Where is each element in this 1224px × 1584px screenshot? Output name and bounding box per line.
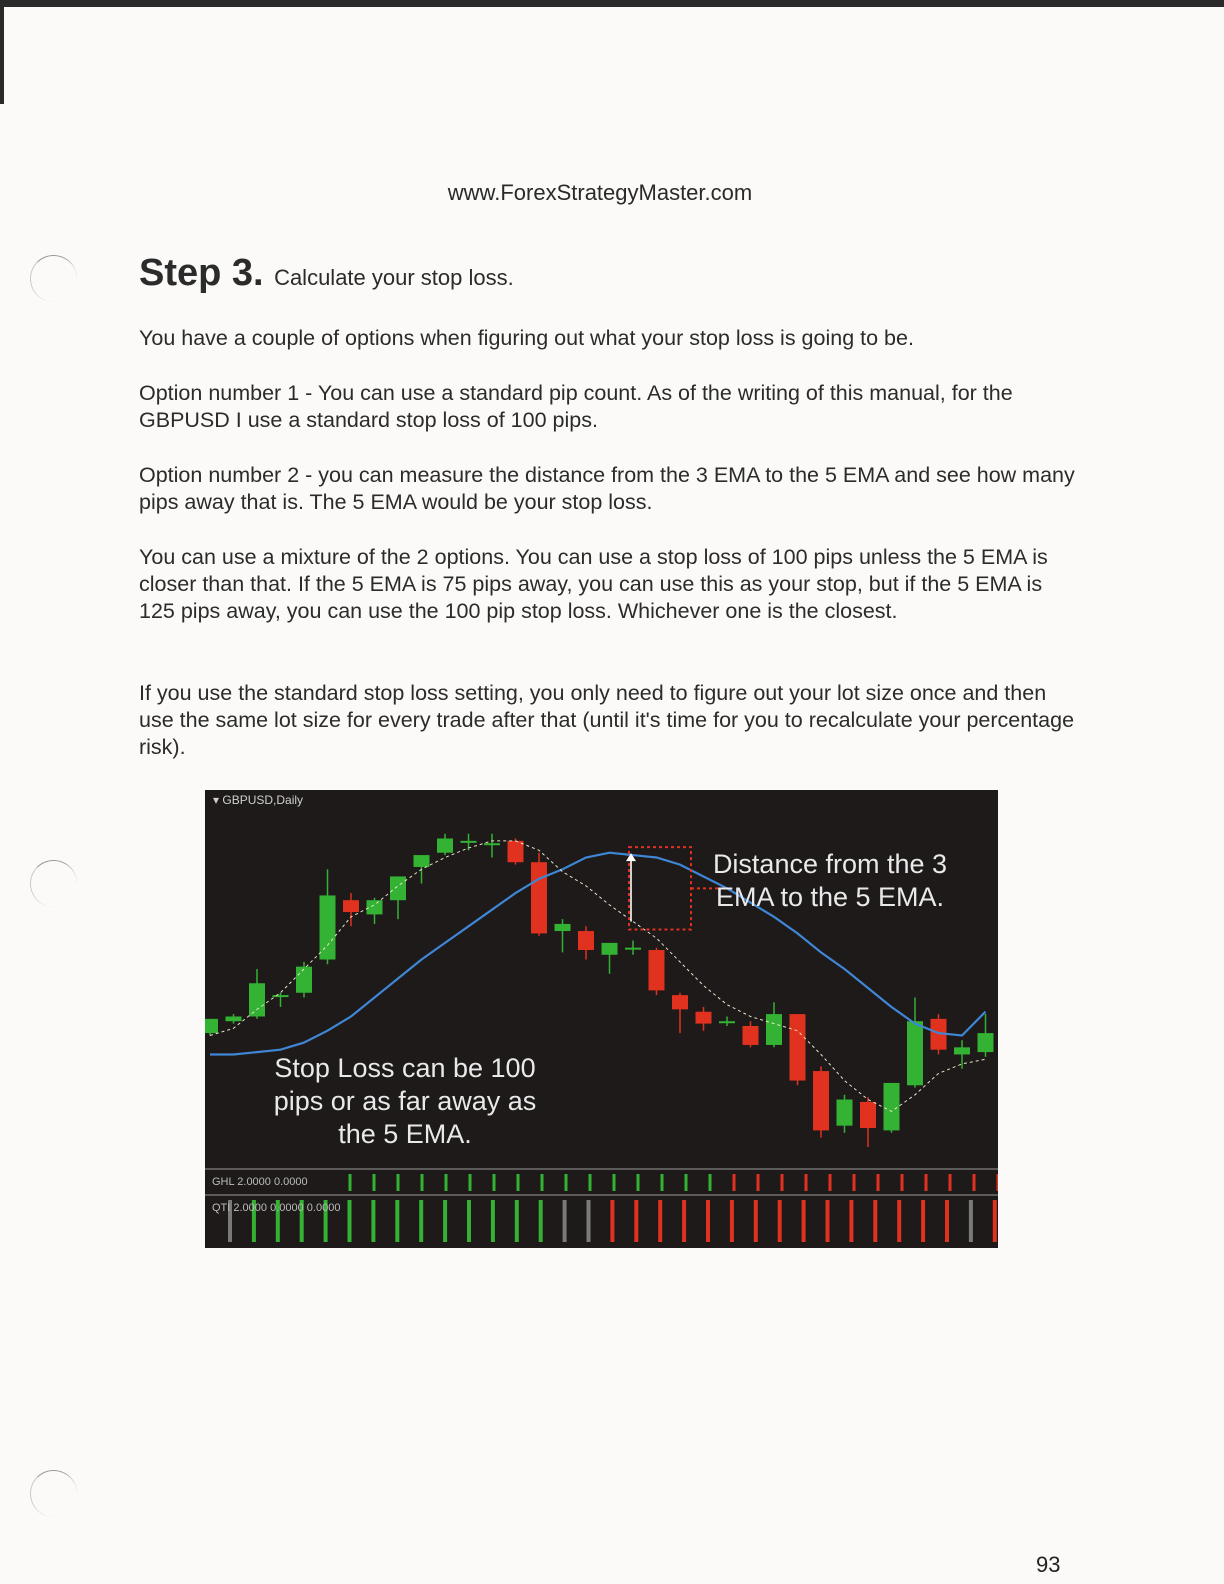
bear-candle: [743, 1026, 759, 1045]
indicator-2-label: QTI 2.0000 0.0000 0.0000: [212, 1202, 341, 1214]
indicator-2-bar: [371, 1200, 375, 1242]
punch-hole: [30, 1470, 77, 1517]
punch-hole: [30, 860, 77, 907]
bear-candle: [343, 900, 359, 912]
indicator-1-bar: [421, 1174, 424, 1191]
indicator-1-bar: [589, 1174, 592, 1191]
paragraph-intro: You have a couple of options when figuring out what your stop loss is going to be.: [139, 326, 914, 350]
bull-candle: [205, 1019, 218, 1033]
bull-candle: [461, 841, 477, 843]
indicator-1-bar: [829, 1174, 832, 1191]
indicator-2-bar: [826, 1200, 830, 1242]
stop-loss-annotation: Stop Loss can be 100 pips or as far away as the 5 EMA.: [273, 1053, 537, 1149]
indicator-1-bar: [397, 1174, 400, 1191]
indicator-2-bar: [658, 1200, 662, 1242]
indicator-1-bar: [517, 1174, 520, 1191]
indicator-1-bar: [637, 1174, 640, 1191]
indicator-1-bar: [373, 1174, 376, 1191]
indicator-1-bar: [733, 1174, 736, 1191]
bull-candle: [978, 1033, 994, 1052]
indicator-2-bar: [539, 1200, 543, 1242]
indicator-2-bar: [993, 1200, 997, 1242]
indicator-1-bar: [925, 1174, 928, 1191]
bull-candle: [296, 967, 312, 993]
candlestick-chart: [205, 790, 998, 1248]
indicator-1-bar: [445, 1174, 448, 1191]
indicator-1-bar: [877, 1174, 880, 1191]
indicator-2-bar: [873, 1200, 877, 1242]
paragraph-option-1: Option number 1 - You can use a standard pip count. As of the writing of this manual, for the GBPUSD I use a standard stop loss of 100 pips.: [139, 381, 1013, 432]
bull-candle: [907, 1021, 923, 1085]
indicator-1-bar: [469, 1174, 472, 1191]
indicator-1-bar: [853, 1174, 856, 1191]
bull-candle: [602, 943, 618, 955]
website-url: www.ForexStrategyMaster.com: [447, 180, 753, 205]
paragraph-standard: If you use the standard stop loss setting, you only need to figure out your lot size once and then use the same lot size for every trade after that (until it's time for you to recalculate your percentage risk).: [139, 681, 1075, 759]
indicator-2-bar: [778, 1200, 782, 1242]
indicator-2-bar: [802, 1200, 806, 1242]
indicator-2-bar: [395, 1200, 399, 1242]
scan-top-border: [0, 0, 1224, 7]
step-number: Step 3.: [139, 252, 264, 294]
indicator-1-bar: [613, 1174, 616, 1191]
bear-candle: [813, 1071, 829, 1130]
indicator-2-bar: [419, 1200, 423, 1242]
bull-candle: [320, 895, 336, 959]
indicator-2-bar: [730, 1200, 734, 1242]
bull-candle: [555, 924, 571, 931]
indicator-1-bar: [901, 1174, 904, 1191]
indicator-2-bar: [610, 1200, 614, 1242]
bull-candle: [414, 855, 430, 867]
indicator-1-bar: [349, 1174, 352, 1191]
bear-candle: [649, 950, 665, 990]
paragraph-option-2: Option number 2 - you can measure the distance from the 3 EMA to the 5 EMA and see how many pips away that is. The 5 EMA would be your stop loss.: [139, 463, 1075, 514]
indicator-2-bar: [969, 1200, 973, 1242]
bear-candle: [860, 1102, 876, 1128]
indicator-2-bar: [921, 1200, 925, 1242]
bull-candle: [766, 1014, 782, 1045]
bull-candle: [884, 1083, 900, 1130]
indicator-2-bar: [682, 1200, 686, 1242]
indicator-1-bar: [661, 1174, 664, 1191]
bear-candle: [508, 841, 524, 862]
indicator-1-bar: [565, 1174, 568, 1191]
indicator-2-bar: [849, 1200, 853, 1242]
indicator-1-bar: [781, 1174, 784, 1191]
indicator-2-bar: [515, 1200, 519, 1242]
bear-candle: [672, 995, 688, 1009]
indicator-1-bar: [805, 1174, 808, 1191]
indicator-2-bar: [491, 1200, 495, 1242]
step-heading: [139, 252, 514, 295]
indicator-2-bar: [754, 1200, 758, 1242]
indicator-2-bar: [587, 1200, 591, 1242]
scan-left-edge: [0, 0, 4, 104]
bull-candle: [249, 983, 265, 1016]
indicator-2-bar: [706, 1200, 710, 1242]
indicator-1-label: GHL 2.0000 0.0000: [212, 1176, 308, 1188]
bull-candle: [226, 1016, 242, 1021]
bull-candle: [390, 876, 406, 900]
symbol-text: GBPUSD,Daily: [222, 793, 304, 807]
indicator-2-bar: [348, 1200, 352, 1242]
distance-annotation: Distance from the 3 EMA to the 5 EMA.: [712, 849, 948, 912]
indicator-1-bar: [709, 1174, 712, 1191]
bull-candle: [625, 948, 641, 950]
bear-candle: [531, 862, 547, 933]
indicator-2-bar: [443, 1200, 447, 1242]
bull-candle: [954, 1047, 970, 1054]
indicator-2-bar: [634, 1200, 638, 1242]
page-number: 93: [1036, 1552, 1061, 1577]
indicator-1-bar: [757, 1174, 760, 1191]
indicator-2-bar: [945, 1200, 949, 1242]
indicator-2-bar: [897, 1200, 901, 1242]
bear-candle: [578, 931, 594, 950]
bull-candle: [437, 838, 453, 852]
punch-hole: [30, 255, 77, 302]
bear-candle: [790, 1014, 806, 1080]
indicator-2-bar: [467, 1200, 471, 1242]
indicator-1-bar: [685, 1174, 688, 1191]
indicator-1-bar: [973, 1174, 976, 1191]
paragraph-mixture: You can use a mixture of the 2 options. You can use a stop loss of 100 pips unless the 5 EMA is closer than that. If the 5 EMA is 75 pips away, you can use this as your stop, but if the 5 EMA is 125 pips away, you can use the 100 pip stop loss. Whichever one is the closest.: [139, 545, 1048, 623]
chart-symbol-label: ▾ GBPUSD,Daily: [213, 793, 304, 807]
indicator-1-bar: [997, 1174, 999, 1191]
bull-candle: [719, 1021, 735, 1023]
indicator-2-bar: [563, 1200, 567, 1242]
bull-candle: [367, 900, 383, 914]
bull-candle: [273, 995, 289, 997]
bull-candle: [837, 1100, 853, 1126]
indicator-1-bar: [949, 1174, 952, 1191]
indicator-1-bar: [493, 1174, 496, 1191]
bull-candle: [484, 843, 500, 845]
bear-candle: [696, 1012, 712, 1024]
step-subtitle: Calculate your stop loss.: [274, 265, 514, 290]
indicator-1-bar: [541, 1174, 544, 1191]
